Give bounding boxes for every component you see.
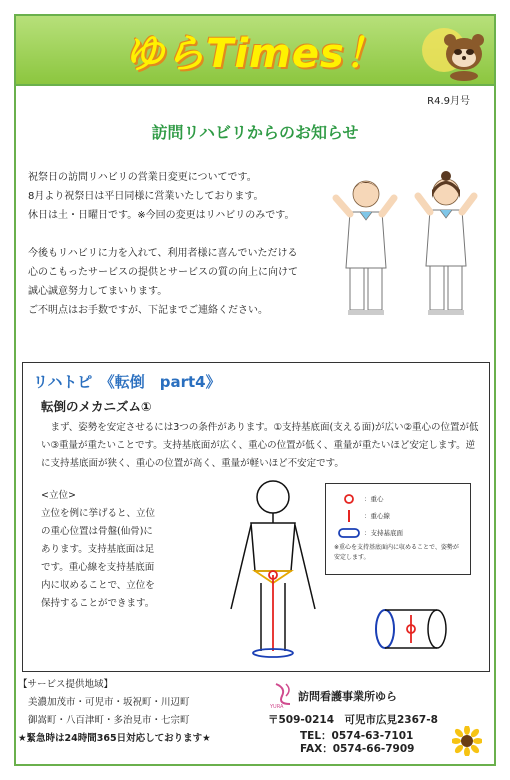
cog-line-icon <box>342 509 356 523</box>
issue-date: R4.9月号 <box>427 96 470 107</box>
notice-line: ご不明点はお手数ですが、下記までご連絡ください。 <box>28 305 268 316</box>
rihatopi-section <box>22 362 490 672</box>
female-therapist-icon <box>418 171 474 315</box>
office-address: 〒509-0214 可児市広見2367-8 <box>268 714 438 726</box>
legend-base: ：支持基底面 <box>334 524 462 541</box>
banner-title: ゆらTimes！ <box>124 31 386 77</box>
office-fax: FAX：0574-66-7909 <box>300 743 415 755</box>
notice-line: 心のこもったサービスの提供とサービスの質の向上に向けて <box>28 267 298 278</box>
office-tel: TEL：0574-63-7101 <box>300 730 414 742</box>
notice-body <box>28 168 348 320</box>
tanuki-mascot-icon <box>418 20 488 82</box>
rihatopi-subtitle: 転倒のメカニズム① <box>41 399 152 414</box>
notice-title: 訪問リハビリからのお知らせ <box>151 123 359 142</box>
legend-note: ※重心を支持基底面内に収めることで、姿勢が安定します。 <box>334 544 459 561</box>
standing-line: 保持することができます。 <box>41 598 155 609</box>
standing-description <box>41 487 169 613</box>
legend-line: ：重心線 <box>334 507 462 524</box>
therapists-illustration <box>328 168 488 318</box>
base-ellipse-icon <box>337 527 361 539</box>
legend-cog: ：重心 <box>334 490 462 507</box>
rihatopi-paragraph: まず、姿勢を安定させるには3つの条件があります。①支持基底面(支える面)が広い②重心の位置が低い③重量が重たいことです。支持基底面が広く、重心の位置が低く、重量が重たいほど安定します。逆に支持基底面が狭く、重心の位置が高く、重量が軽いほど不安定です。 <box>41 422 479 469</box>
rihatopi-title: リハトピ 《転倒 part4》 <box>33 373 221 391</box>
service-line: 御嵩町・八百津町・多治見市・七宗町 <box>28 715 190 726</box>
cog-circle-icon <box>342 493 356 505</box>
standing-line: の重心位置は骨盤(仙骨)に <box>41 526 153 537</box>
notice-line: 休日は土・日曜日です。※今回の変更はリハビリのみです。 <box>28 210 295 221</box>
standing-line: です。重心線を支持基底面 <box>41 562 155 573</box>
service-area <box>18 676 258 758</box>
standing-line: 内に収めることで、立位を <box>41 580 155 591</box>
logo-label: YURA <box>270 704 284 710</box>
standing-label: <立位> <box>41 490 76 501</box>
standing-figure-diagram <box>223 479 323 659</box>
cylinder-stability-icon <box>373 607 449 651</box>
sunflower-icon <box>452 726 482 756</box>
notice-line: 祝祭日の訪問リハビリの営業日変更についてです。 <box>28 172 257 183</box>
urgent-notice: ★緊急時は24時間365日対応しております★ <box>18 733 211 744</box>
male-therapist-icon <box>336 181 394 315</box>
notice-line: 8月より祝祭日は平日同様に営業いたしております。 <box>28 191 264 202</box>
banner <box>16 16 494 86</box>
notice-line: 今後もリハビリに力を入れて、利用者様に喜んでいただける <box>28 248 298 259</box>
office-info <box>268 682 488 758</box>
service-line: 美濃加茂市・可児市・坂祝町・川辺町 <box>28 697 190 708</box>
office-name: 訪問看護事業所ゆら <box>298 690 397 703</box>
service-heading: 【サービス提供地域】 <box>18 679 114 690</box>
notice-line: 誠心誠意努力してまいります。 <box>28 286 168 297</box>
legend-box <box>325 483 471 575</box>
standing-line: あります。支持基底面は足 <box>41 544 155 555</box>
standing-line: 立位を例に挙げると、立位 <box>41 508 156 519</box>
